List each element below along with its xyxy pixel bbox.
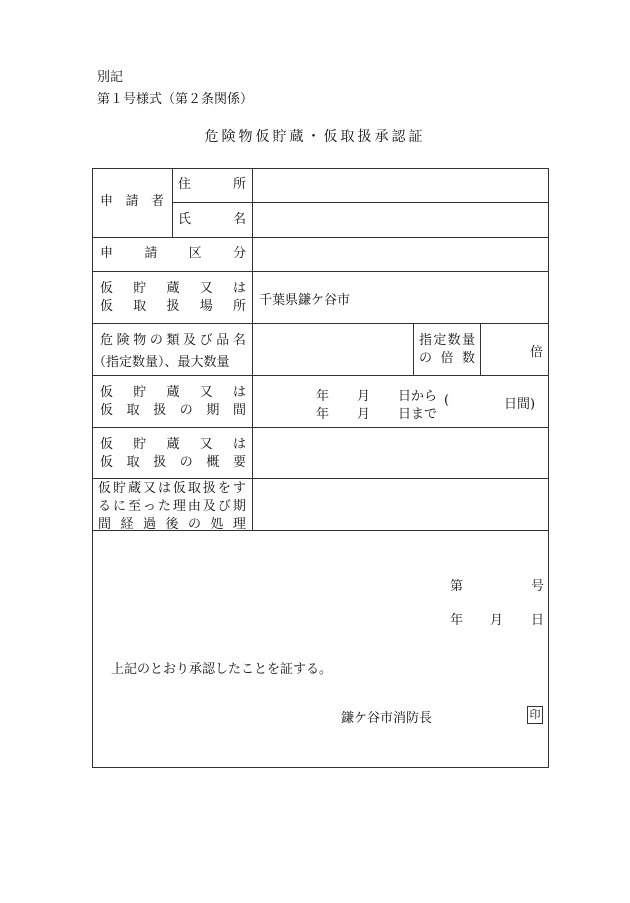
reason-label-line2: る に 至 っ た 理 由 及 び 期 (98, 499, 246, 514)
certificate-number-suffix: 号 (531, 579, 545, 594)
period-days-open: ( (444, 393, 450, 408)
place-label-line1: 仮 貯 蔵 又 は (100, 281, 246, 296)
multiple-label-line2: の 倍 数 (419, 351, 475, 366)
document-title: 危険物仮貯蔵・仮取扱承認証 (204, 129, 426, 145)
divider (480, 323, 481, 375)
period-label-line1: 仮 貯 蔵 又 は (100, 385, 246, 400)
period-label-line2: 仮 取 扱 の 期 間 (100, 403, 246, 418)
multiple-unit: 倍 (530, 345, 544, 360)
certificate-date-day: 日 (531, 613, 545, 628)
divider (92, 375, 549, 376)
divider (172, 168, 173, 237)
form-annex-label: 別記 (97, 70, 124, 85)
divider (92, 478, 549, 479)
certificate-number-prefix: 第 (450, 579, 464, 594)
divider (413, 323, 414, 375)
period-to-month: 月 (357, 407, 371, 422)
address-label: 住 所 (178, 177, 246, 192)
period-to-year: 年 (316, 407, 330, 422)
divider (92, 271, 549, 272)
place-value: 千葉県鎌ケ谷市 (259, 293, 351, 308)
name-label: 氏 名 (178, 212, 246, 227)
issuer-name: 鎌ケ谷市消防長 (341, 711, 433, 726)
hazmat-label-line1: 危 険 物 の 類 及 び 品 名 (100, 333, 246, 348)
overview-label-line1: 仮 貯 蔵 又 は (100, 437, 246, 452)
form-number-label: 第１号様式（第２条関係） (97, 92, 254, 107)
period-from-month: 月 (357, 389, 371, 404)
reason-label-line1: 仮 貯 蔵 又 は 仮 取 扱 を す (98, 481, 246, 496)
divider (172, 202, 549, 203)
certificate-date-month: 月 (490, 613, 504, 628)
place-label-line2: 仮 取 扱 場 所 (100, 299, 246, 314)
divider (252, 168, 253, 530)
divider (92, 427, 549, 428)
hazmat-label-line2: （指定数量）、最大数量 (93, 355, 230, 370)
period-from-day: 日から (398, 389, 438, 404)
certificate-date-year: 年 (450, 613, 464, 628)
certificate-statement: 上記のとおり承認したことを証する。 (111, 662, 333, 677)
overview-label-line2: 仮 取 扱 の 概 要 (100, 455, 246, 470)
application-category-label: 申 請 区 分 (100, 246, 246, 261)
multiple-label-line1: 指 定 数 量 (419, 333, 475, 348)
reason-label-line3: 間 経 過 後 の 処 理 (98, 517, 246, 532)
period-days: 日間) (504, 397, 536, 412)
period-from-year: 年 (316, 389, 330, 404)
applicant-label: 申 請 者 (100, 194, 164, 209)
seal-box: 印 (527, 706, 543, 724)
period-to-day: 日まで (398, 407, 438, 422)
divider (92, 237, 549, 238)
